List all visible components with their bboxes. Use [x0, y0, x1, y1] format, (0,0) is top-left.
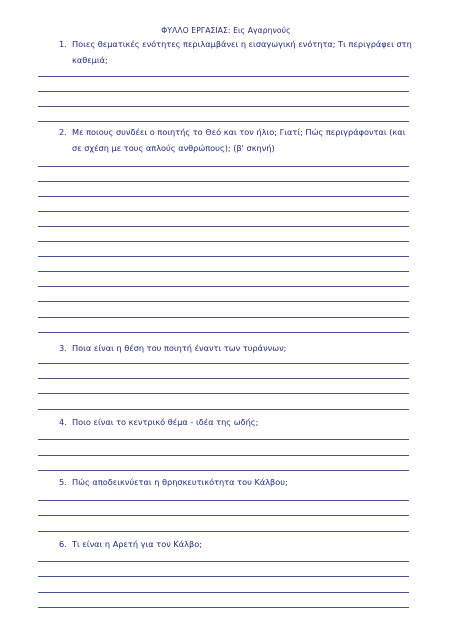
answer-line[interactable]	[38, 455, 409, 456]
answer-line[interactable]	[38, 500, 409, 501]
answer-line[interactable]	[38, 106, 409, 107]
answer-line[interactable]	[38, 301, 409, 302]
answer-line[interactable]	[38, 332, 409, 333]
question-text-line: σε σχέση με τους απλούς ανθρώπους); (β' σκηνή)	[72, 143, 275, 153]
answer-line[interactable]	[38, 317, 409, 318]
answer-line[interactable]	[38, 76, 409, 77]
question-number: 2.	[59, 127, 67, 137]
question-number: 1.	[59, 39, 67, 49]
answer-line[interactable]	[38, 121, 409, 122]
question-text-line: Με ποιους συνδέει ο ποιητής το Θεό και τον ήλιο; Γιατί; Πώς περιγράφονται (και	[72, 127, 406, 137]
answer-line[interactable]	[38, 271, 409, 272]
answer-line[interactable]	[38, 393, 409, 394]
answer-line[interactable]	[38, 226, 409, 227]
answer-line[interactable]	[38, 561, 409, 562]
question-number: 3.	[59, 343, 67, 353]
question-number: 6.	[59, 539, 67, 549]
answer-line[interactable]	[38, 196, 409, 197]
question-4	[59, 414, 419, 430]
question-1	[59, 36, 419, 68]
question-2	[59, 124, 419, 156]
answer-line[interactable]	[38, 592, 409, 593]
question-3	[59, 340, 419, 356]
worksheet-title: ΦΥΛΛΟ ΕΡΓΑΣΙΑΣ: Εις Αγαρηνούς	[161, 26, 291, 35]
answer-line[interactable]	[38, 363, 409, 364]
answer-line[interactable]	[38, 576, 409, 577]
question-text-line: Ποια είναι η θέση του ποιητή έναντι των τυράννων;	[72, 343, 287, 353]
answer-line[interactable]	[38, 91, 409, 92]
question-6	[59, 536, 419, 552]
answer-line[interactable]	[38, 409, 409, 410]
answer-line[interactable]	[38, 256, 409, 257]
answer-line[interactable]	[38, 470, 409, 471]
answer-line[interactable]	[38, 515, 409, 516]
question-text-line: Ποιο είναι το κεντρικό θέμα - ιδέα της ωδής;	[72, 417, 259, 427]
answer-line[interactable]	[38, 211, 409, 212]
answer-line[interactable]	[38, 181, 409, 182]
answer-line[interactable]	[38, 241, 409, 242]
answer-line[interactable]	[38, 531, 409, 532]
question-text-line: καθεμιά;	[72, 55, 108, 65]
answer-line[interactable]	[38, 166, 409, 167]
answer-line[interactable]	[38, 286, 409, 287]
answer-line[interactable]	[38, 439, 409, 440]
answer-line[interactable]	[38, 607, 409, 608]
question-5	[59, 474, 419, 490]
answer-line[interactable]	[38, 378, 409, 379]
question-text-line: Πώς αποδεικνύεται η θρησκευτικότητα του Κάλβου;	[72, 477, 288, 487]
question-text-line: Τι είναι η Αρετή για τον Κάλβο;	[72, 539, 202, 549]
question-text-line: Ποιες θεματικές ενότητες περιλαμβάνει η εισαγωγική ενότητα; Τι περιγράφει στη	[72, 39, 412, 49]
question-number: 5.	[59, 477, 67, 487]
question-number: 4.	[59, 417, 67, 427]
